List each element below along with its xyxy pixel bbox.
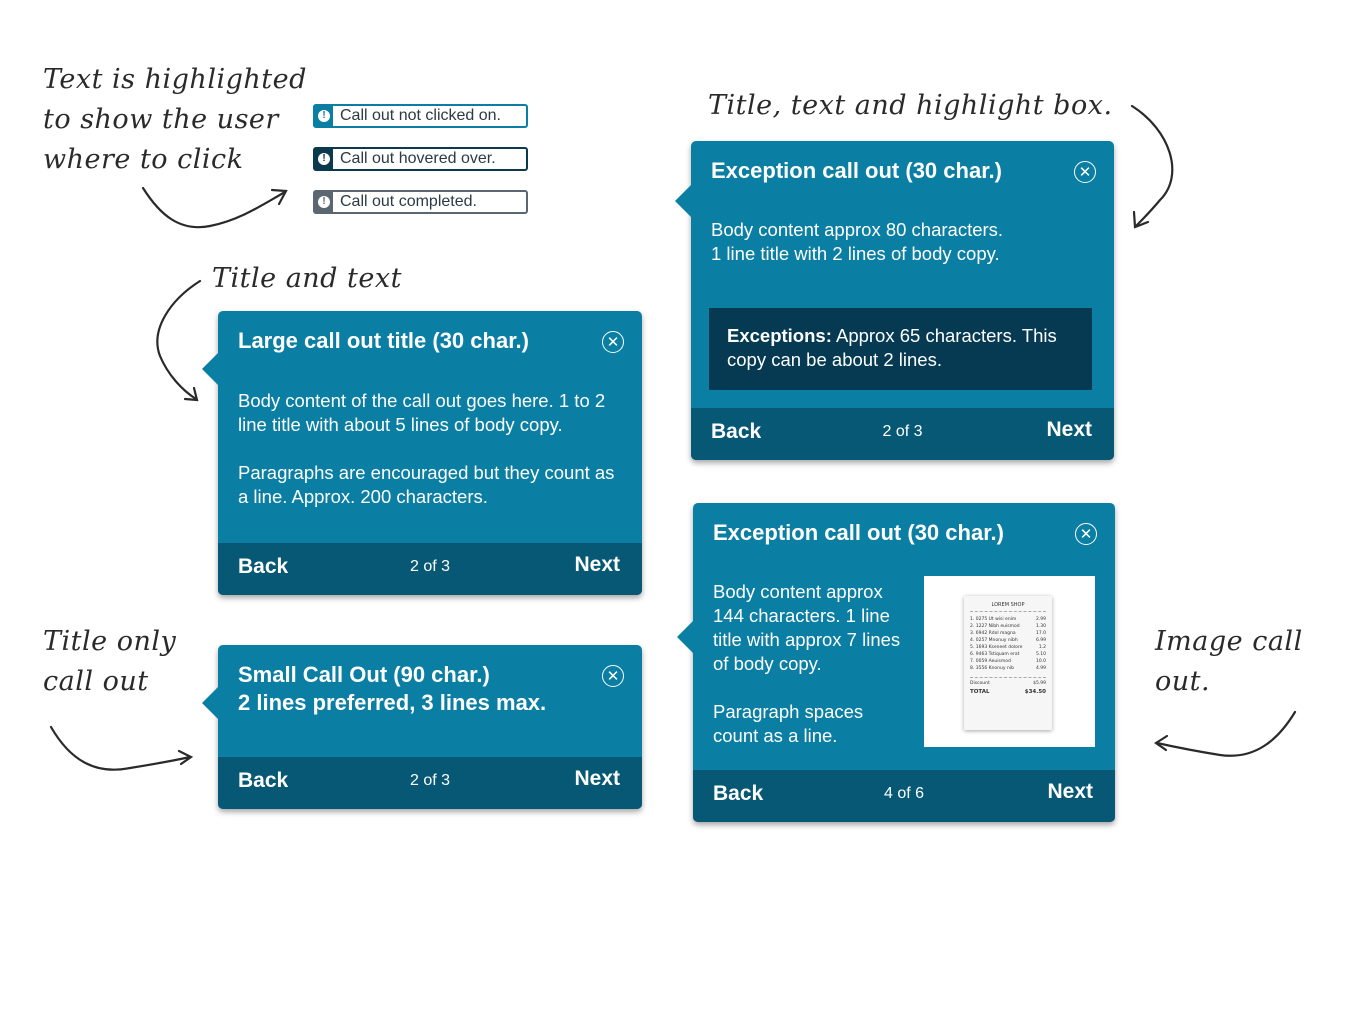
- callout-title: Large call out title (30 char.): [238, 328, 529, 353]
- state-hovered[interactable]: ! Call out hovered over.: [313, 147, 528, 171]
- receipt-item-name: 2. 1227 Nibh euismod: [970, 624, 1020, 629]
- info-icon: !: [315, 106, 333, 126]
- next-button[interactable]: Next: [574, 767, 620, 790]
- step-counter: 4 of 6: [883, 785, 925, 802]
- close-icon[interactable]: ✕: [602, 665, 624, 687]
- receipt-discount: Discount $5.99: [970, 677, 1046, 687]
- callout-title: Exception call out (30 char.): [713, 520, 1004, 545]
- receipt-item-price: 17.0: [1035, 631, 1046, 636]
- callout-body: Body content approx 144 characters. 1 line title with approx 7 lines of body copy. Paragraph spaces count as a line.: [713, 581, 901, 746]
- note-highlight: Text is highlighted to show the user where to click: [43, 64, 307, 175]
- close-icon[interactable]: ✕: [1074, 161, 1096, 183]
- callout-body: Body content approx 80 characters. 1 line title with 2 lines of body copy.: [711, 219, 1004, 264]
- large-callout: [218, 311, 642, 595]
- arrow-to-states: [143, 188, 285, 227]
- receipt-item-price: 5.10: [1035, 652, 1046, 657]
- back-button[interactable]: Back: [238, 769, 289, 792]
- arrow-to-exception: [1132, 106, 1172, 226]
- receipt-item-price: 1.2: [1038, 645, 1046, 650]
- receipt-item-name: 4. 0257 Mnonuy nibh: [970, 638, 1018, 643]
- exception-callout: [691, 141, 1114, 460]
- receipt-item-name: 3. 6942 Rdol magna: [970, 631, 1016, 636]
- receipt-item-name: 5. 1693 Kseneet dolore: [970, 645, 1023, 650]
- callout-title: Exception call out (30 char.): [711, 158, 1002, 183]
- receipt-item-name: 1. 0275 Ut wisi enim: [970, 617, 1017, 622]
- receipt-row: [970, 623, 1046, 630]
- note-image-callout: Image call out.: [1155, 626, 1303, 697]
- receipt-item-price: 6.99: [1035, 638, 1046, 643]
- receipt: LOREM SHOP 1. 0275 Ut wisi enim 2.99 2. 1227 Nibh euismod 1.30 3. 6942 Rdol magna 17.0 4. 0257 Mnonuy nibh 6.99 5. 1693 Kseneet dolore 1.2 6. 9463 Tstiquam erat 5.10 7. 0059 Aeuismod 10.0 8. 3556 Knonuy nib 4.99 Discount $5.99 TOTAL $34.50: [964, 596, 1052, 730]
- callout-footer: [218, 757, 642, 809]
- note-title-text-highlight: Title, text and highlight box.: [708, 90, 1113, 121]
- receipt-row: [970, 658, 1046, 665]
- step-counter: 2 of 3: [882, 423, 923, 440]
- arrow-to-image: [1157, 712, 1295, 756]
- info-icon: !: [315, 192, 333, 212]
- note-title-and-text: Title and text: [212, 263, 402, 294]
- step-counter: 2 of 3: [409, 772, 451, 789]
- receipt-item-name: 8. 3556 Knonuy nib: [970, 666, 1014, 671]
- exception-text: Approx 65 characters. This copy can be about 2 lines.: [727, 325, 1057, 370]
- receipt-row: [970, 665, 1046, 672]
- receipt-items: [970, 616, 1046, 672]
- close-icon[interactable]: ✕: [602, 331, 624, 353]
- note-title-only: Title only call out: [43, 626, 177, 697]
- receipt-item-name: 6. 9463 Tstiquam erat: [970, 652, 1020, 657]
- step-counter: 2 of 3: [409, 558, 451, 575]
- state-completed[interactable]: ! Call out completed.: [313, 190, 528, 214]
- image-callout: [693, 503, 1115, 822]
- callout-footer: [691, 408, 1114, 460]
- next-button[interactable]: Next: [574, 553, 620, 576]
- receipt-total: TOTAL $34.50: [970, 689, 1046, 695]
- back-button[interactable]: Back: [711, 420, 762, 443]
- next-button[interactable]: Next: [1046, 418, 1092, 441]
- receipt-item-price: 10.0: [1035, 659, 1046, 664]
- back-button[interactable]: Back: [238, 555, 289, 578]
- receipt-row: [970, 616, 1046, 623]
- info-icon: !: [315, 149, 333, 169]
- receipt-image: [924, 576, 1095, 747]
- back-button[interactable]: Back: [713, 782, 764, 805]
- receipt-item-price: 4.99: [1035, 666, 1046, 671]
- receipt-row: [970, 630, 1046, 637]
- arrow-to-small: [51, 727, 190, 770]
- callout-body: Body content of the call out goes here. 1 to 2 line title with about 5 lines of body copy. Paragraphs are encouraged but they count as a line. Approx. 200 characters.: [238, 390, 615, 507]
- small-callout: [218, 645, 642, 809]
- receipt-item-name: 7. 0059 Aeuismod: [970, 659, 1011, 664]
- state-not-clicked[interactable]: ! Call out not clicked on.: [313, 104, 528, 128]
- receipt-item-price: 2.99: [1035, 617, 1046, 622]
- arrow-to-large: [157, 281, 200, 399]
- close-icon[interactable]: ✕: [1075, 523, 1097, 545]
- exception-highlight-box: [709, 308, 1092, 390]
- receipt-row: [970, 644, 1046, 651]
- callout-footer: [693, 770, 1115, 822]
- callout-footer: [218, 543, 642, 595]
- next-button[interactable]: Next: [1047, 780, 1093, 803]
- callout-title: Small Call Out (90 char.) 2 lines preferred, 3 lines max.: [238, 662, 547, 715]
- exception-label: Exceptions:: [727, 325, 832, 346]
- receipt-row: [970, 651, 1046, 658]
- receipt-item-price: 1.30: [1035, 624, 1046, 629]
- receipt-row: [970, 637, 1046, 644]
